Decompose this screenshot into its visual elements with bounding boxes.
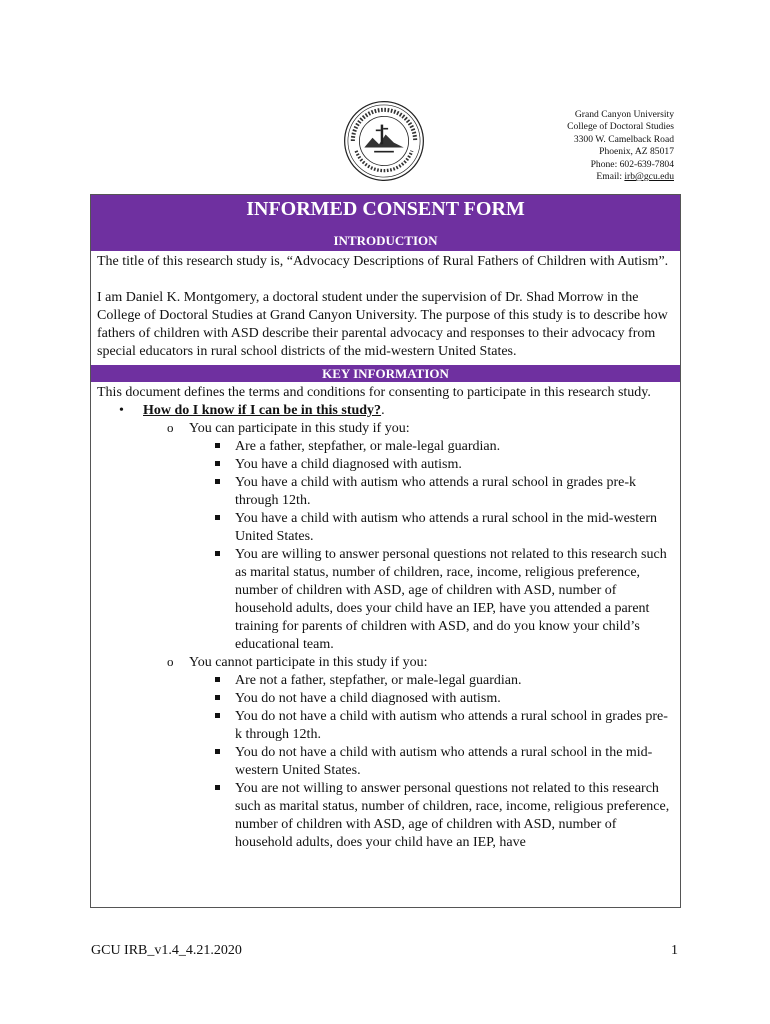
address-line: Phone: 602-639-7804 xyxy=(590,158,674,170)
address-line: 3300 W. Camelback Road xyxy=(573,133,674,145)
form-version: GCU IRB_v1.4_4.21.2020 xyxy=(91,943,242,958)
address-line: College of Doctoral Studies xyxy=(567,121,674,133)
list-item-text: You do not have a child with autism who attends a rural school in the mid-western United States. xyxy=(235,745,653,778)
question-text: How do I know if I can be in this study? xyxy=(143,403,382,418)
list-item xyxy=(97,690,674,708)
consent-form-box xyxy=(90,194,681,908)
square-bullet-icon xyxy=(215,443,220,448)
list-item-text: You are not willing to answer personal questions not related to this research such as marital status, number of children, race, income, religious preference, number of children with ASD, age of children with ASD, number of household adults, does your child have an IEP, have xyxy=(235,781,670,850)
form-title: INFORMED CONSENT FORM xyxy=(246,198,525,220)
square-bullet-icon xyxy=(215,695,220,700)
list-item-text: You do not have a child with autism who attends a rural school in grades pre-k through 12th. xyxy=(235,709,668,742)
list-item-text: You have a child diagnosed with autism. xyxy=(235,457,462,472)
square-bullet-icon xyxy=(215,749,220,754)
list-item-text: You have a child with autism who attends a rural school in the mid-western United States. xyxy=(235,511,657,544)
list-item-text: You are willing to answer personal questions not related to this research such as marital status, number of children, race, income, religious preference, number of children with ASD, age of children with ASD, number of household adults, does your child have an IEP, have you attended a parent training for parents of children with ASD, and do you know your child’s educational team. xyxy=(235,547,667,652)
email-label: Email: xyxy=(596,171,625,183)
cannot-heading-item xyxy=(97,654,674,672)
list-item xyxy=(97,708,674,744)
list-item-text: You do not have a child diagnosed with autism. xyxy=(235,691,501,706)
key-intro: This document defines the terms and conditions for consenting to participate in this research study. xyxy=(97,385,651,400)
list-item xyxy=(97,672,674,690)
list-item-text: Are a father, stepfather, or male-legal guardian. xyxy=(235,439,501,454)
can-heading-item xyxy=(97,420,674,438)
list-item-text: You have a child with autism who attends a rural school in grades pre-k through 12th. xyxy=(235,475,636,508)
circle-bullet-icon: o xyxy=(167,420,174,435)
circle-bullet-icon: o xyxy=(167,654,174,669)
list-item xyxy=(97,456,674,474)
list-item xyxy=(97,546,674,654)
address-line: Grand Canyon University xyxy=(574,109,674,120)
university-seal xyxy=(343,100,425,182)
list-item-text: Are not a father, stepfather, or male-legal guardian. xyxy=(235,673,522,688)
list-item xyxy=(97,474,674,510)
introduction-heading: INTRODUCTION xyxy=(333,233,438,248)
square-bullet-icon xyxy=(215,515,220,520)
email-link[interactable]: irb@gcu.edu xyxy=(624,171,674,183)
list-item xyxy=(97,510,674,546)
square-bullet-icon xyxy=(215,785,220,790)
list-item xyxy=(97,744,674,780)
square-bullet-icon xyxy=(215,479,220,484)
page-number: 1 xyxy=(671,943,678,958)
intro-paragraph: I am Daniel K. Montgomery, a doctoral student under the supervision of Dr. Shad Morrow in the College of Doctoral Studies at Grand Canyon University. The purpose of this study is to describe how fathers of children with ASD describe their parental advocacy and responses to their advocacy from special educators in rural school districts of the mid-western United States. xyxy=(97,290,668,359)
address-line: Phoenix, AZ 85017 xyxy=(599,146,674,158)
square-bullet-icon xyxy=(215,551,220,556)
square-bullet-icon xyxy=(215,713,220,718)
email-line xyxy=(567,171,674,183)
key-information-heading: KEY INFORMATION xyxy=(91,365,680,382)
list-item xyxy=(97,438,674,456)
square-bullet-icon xyxy=(215,461,220,466)
title-bar xyxy=(91,195,680,251)
square-bullet-icon xyxy=(215,677,220,682)
study-title-text: The title of this research study is, “Advocacy Descriptions of Rural Fathers of Children with Autism”. xyxy=(97,254,669,269)
cannot-heading: You cannot participate in this study if you: xyxy=(189,655,428,670)
introduction-section xyxy=(91,251,680,361)
list-item xyxy=(97,780,674,852)
question-item xyxy=(97,402,674,420)
question-suffix: . xyxy=(381,403,385,418)
bullet-icon: • xyxy=(119,403,124,418)
university-address xyxy=(567,109,674,183)
key-information-section xyxy=(91,382,680,852)
can-heading: You can participate in this study if you: xyxy=(189,421,410,436)
